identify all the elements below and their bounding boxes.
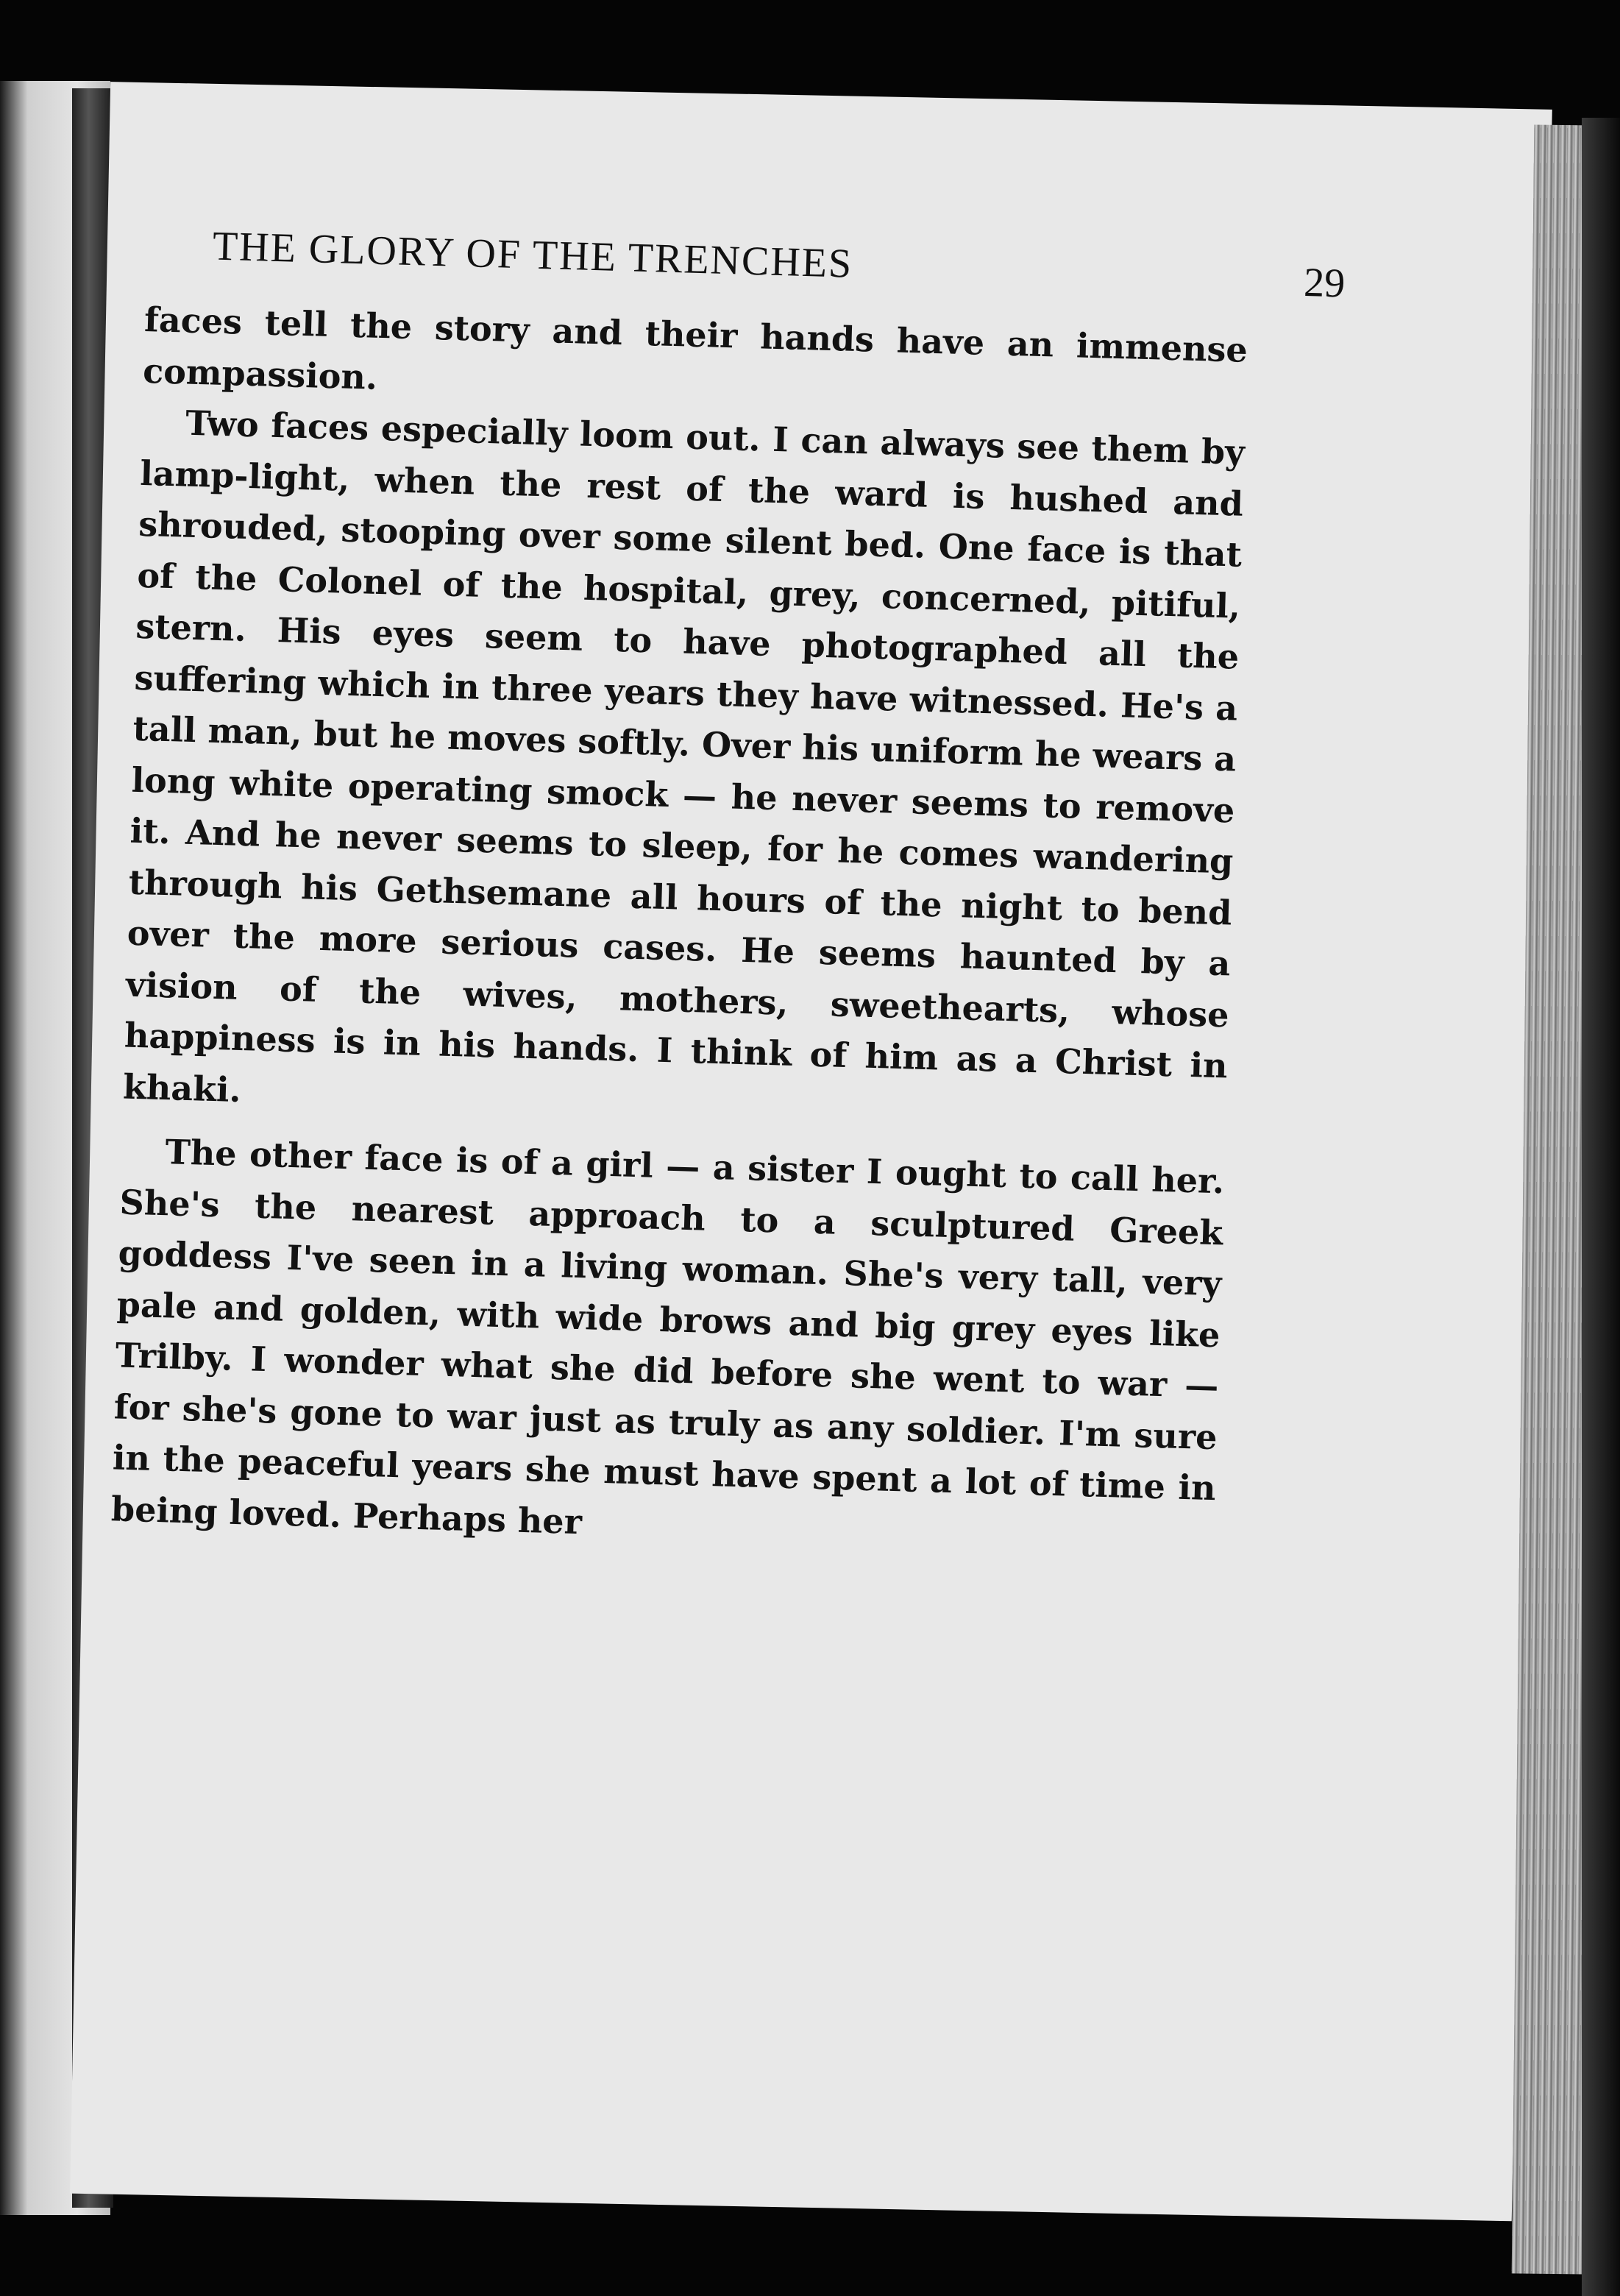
paragraph-sister: The other face is of a girl — a sister I ought to call her. She's the nearest approach to a sculptured Greek goddess I've seen in a living woman. She's very tall, very pale and golden, with wide brows and big grey eyes like Trilby. I wonder what she did before she went to war — for she's gone to war just as truly as any soldier. I'm sure in the peaceful years she must have spent a lot of time in being loved. Perhaps her	[110, 1132, 1225, 1542]
page-text-block	[110, 221, 1346, 1565]
page-number: 29	[1303, 259, 1346, 307]
paragraph-colonel: Two faces especially loom out. I can always see them by lamp-light, when the rest of the ward is hushed and shrouded, stooping over some silent bed. One face is that of the Colonel of the hospital, grey, concerned, pitiful, stern. His eyes seem to have photographed all the suffering which in three years they have witnessed. He's a tall man, but he moves softly. Over his uniform he wears a long white operating smock — he never seems to remove it. And he never seems to sleep, for he comes wandering through his Gethsemane all hours of the night to bend over the more serious cases. He seems haunted by a vision of the wives, mothers, sweethearts, whose happiness is in his hands. I think of him as a Christ in khaki.	[122, 403, 1246, 1110]
paragraph-continuation: faces tell the story and their hands have an immense compassion.	[142, 299, 1248, 397]
page-edge-shadow	[1582, 118, 1620, 2296]
running-head-title: THE GLORY OF THE TRENCHES	[212, 223, 853, 287]
body-text	[110, 294, 1248, 1565]
